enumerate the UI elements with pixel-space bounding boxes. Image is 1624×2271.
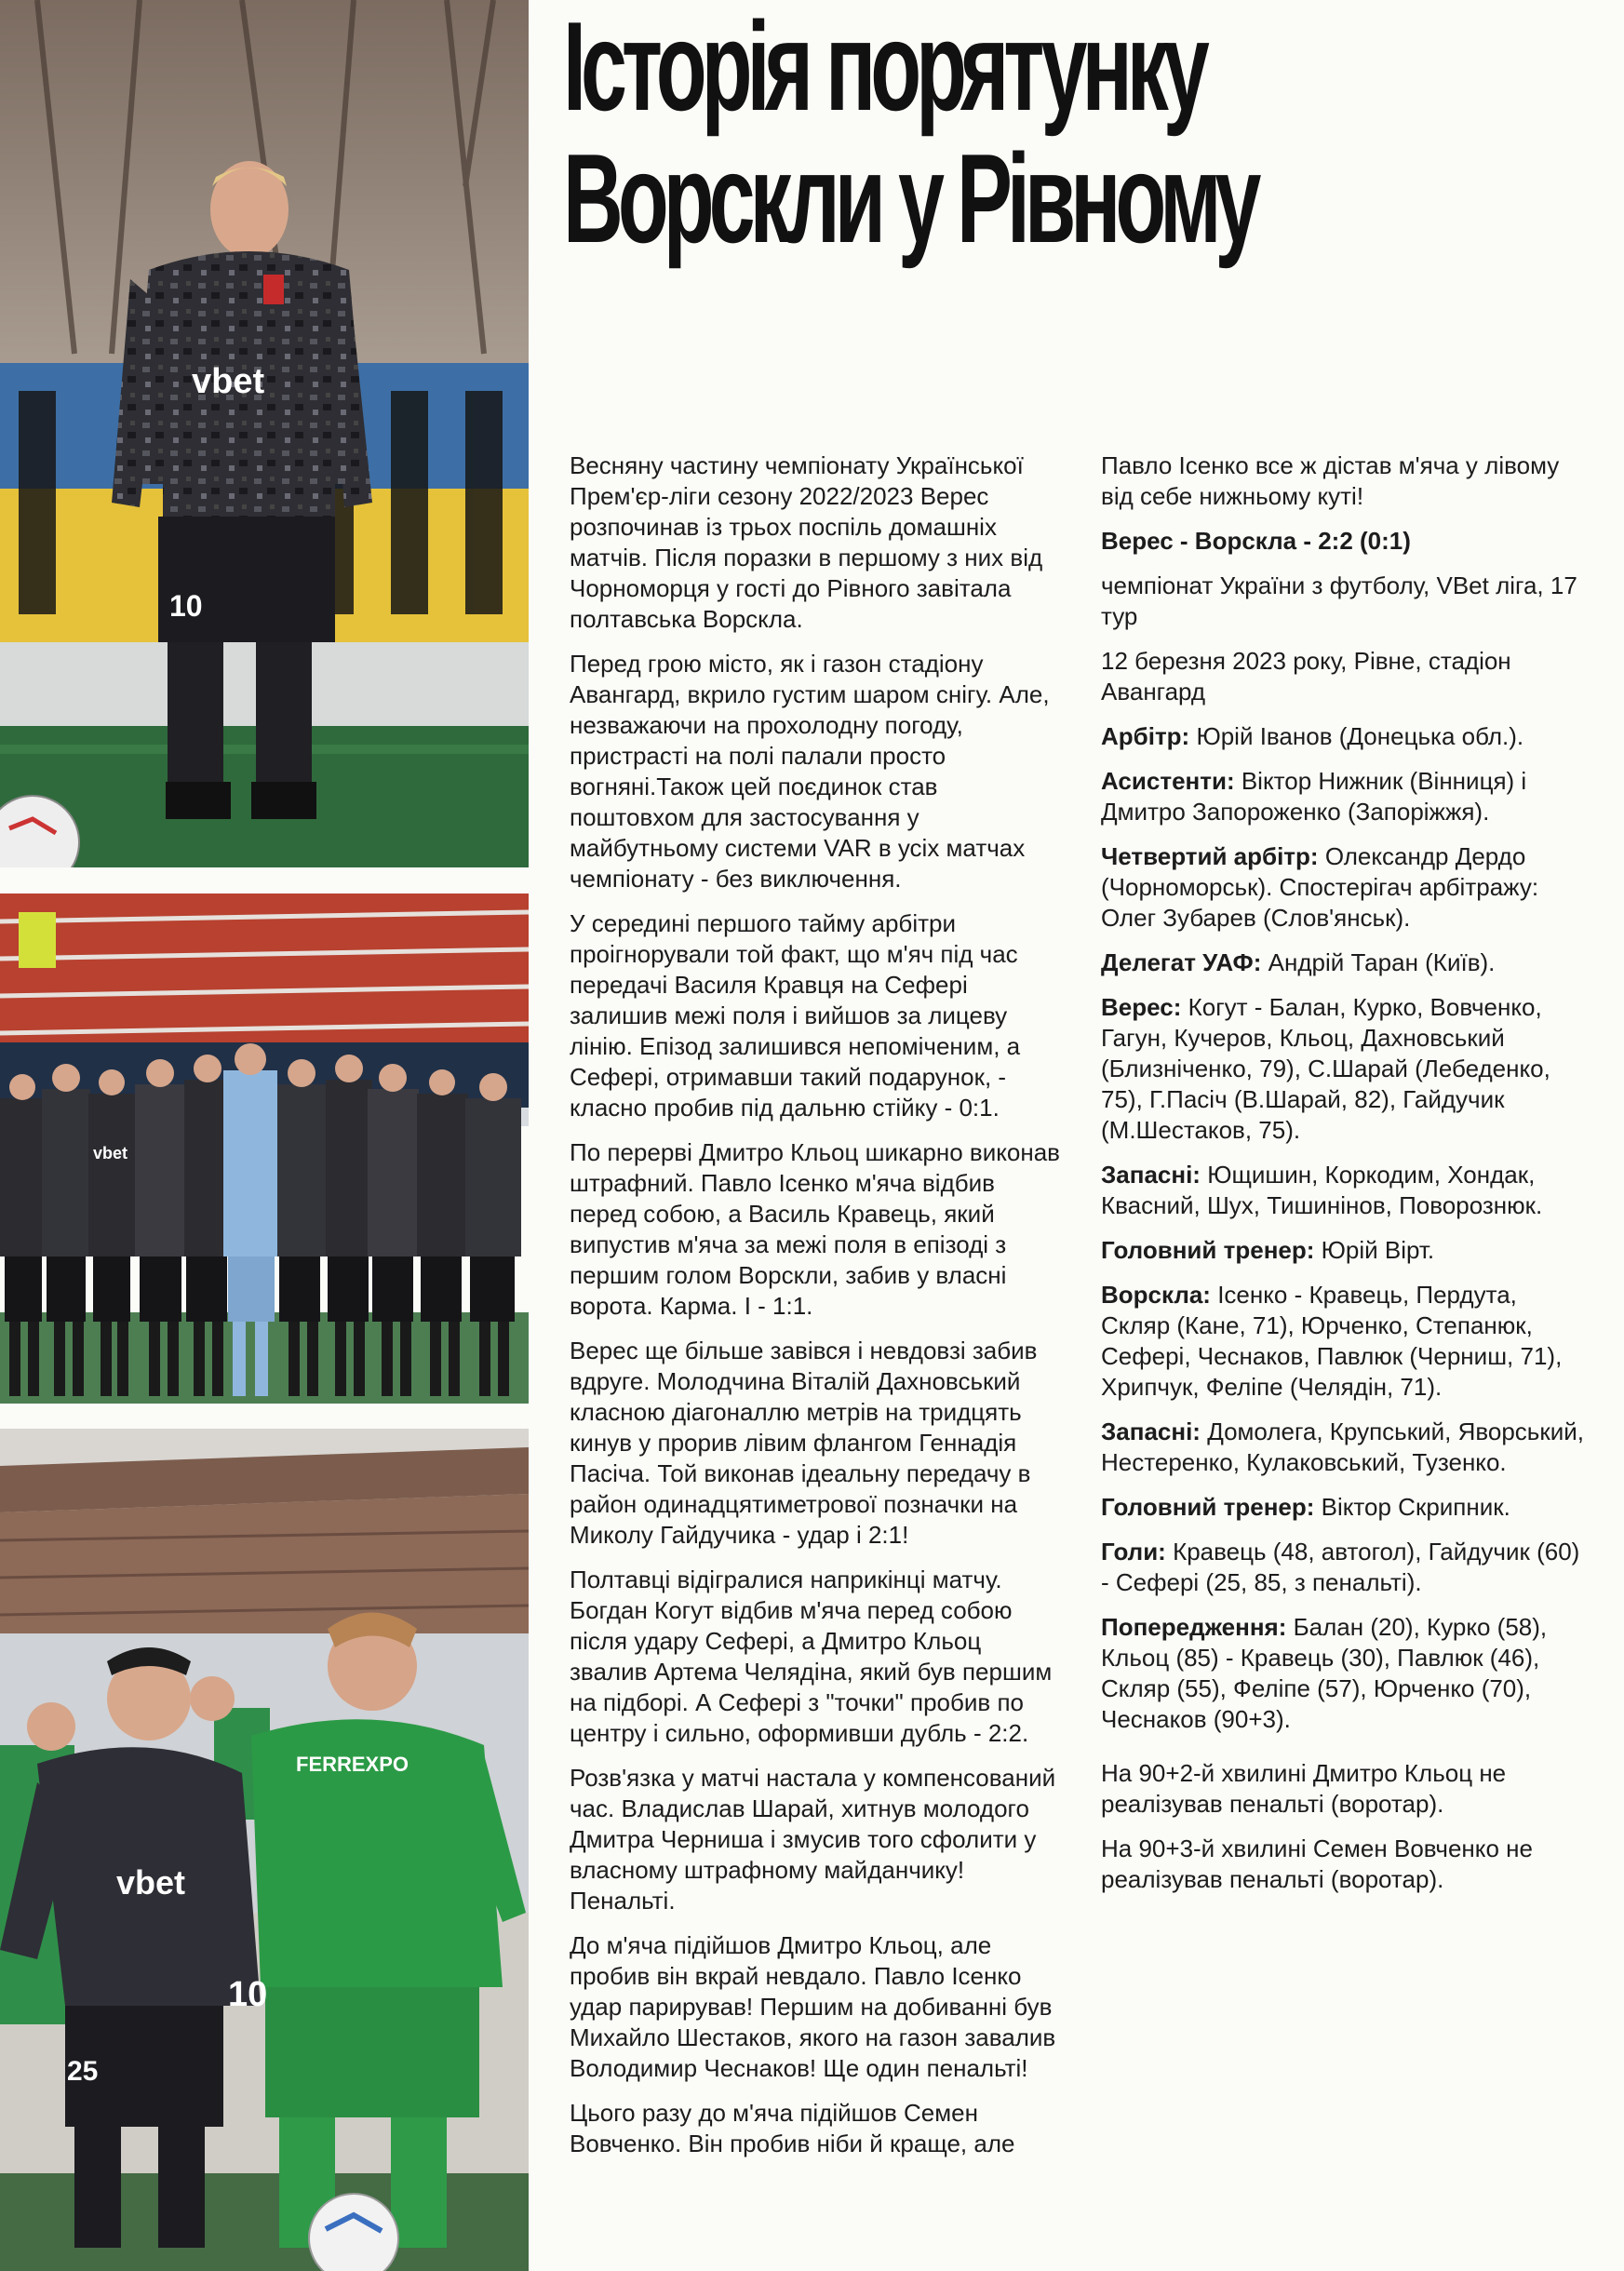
delegate-label: Делегат УАФ: <box>1101 948 1262 976</box>
penalty-note: На 90+3-й хвилині Семен Вовченко не реалізував пенальті (воротар). <box>1101 1834 1533 1893</box>
goals-info <box>1101 1537 1585 1598</box>
vorskla-coach-label: Головний тренер: <box>1101 1493 1315 1521</box>
paragraph: До м'яча підійшов Дмитро Кльоц, але пробив він вкрай невдало. Павло Ісенко удар парирував! Першим на добиванні був Михайло Шестаков, якого на газон завалив Володимир Чеснаков! Ще один пенальті! <box>570 1931 1056 2082</box>
referee-value: Юрій Іванов (Донецька обл.). <box>1189 722 1524 750</box>
paragraph: Перед грою місто, як і газон стадіону Авангард, вкрило густим шаром снігу. Але, незважаючи на прохолодну погоду, пристрасті на полі палали просто вогняні.Також цей поєдинок став поштовхом для застосування у майбутньому системи VAR в усіх матчах чемпіонату - без виключення. <box>570 650 1050 893</box>
photo-player-portrait <box>0 0 529 867</box>
paragraph: Весняну частину чемпіонату Української Прем'єр-ліги сезону 2022/2023 Верес розпочинав із трьох поспіль домашніх матчів. Після поразки в першому з них від Чорноморця у гості до Рівного завітала полтавська Ворскла. <box>570 451 1043 633</box>
delegate-info <box>1101 947 1585 978</box>
match-report-right <box>1101 450 1585 1909</box>
match-score-heading: Верес - Ворскла - 2:2 (0:1) <box>1101 527 1411 555</box>
goals-value: Кравець (48, автогол), Гайдучик (60) - Сефері (25, 85, з пенальті). <box>1101 1538 1580 1596</box>
vorskla-lineup <box>1101 1280 1585 1403</box>
veres-coach-value: Юрій Вірт. <box>1314 1236 1435 1264</box>
fourth-official-value: Олександр Дердо (Чорноморськ). Спостерігач арбітражу: Олег Зубарев (Слов'янськ). <box>1101 842 1539 932</box>
shirt-sponsor-text: vbet <box>192 362 265 401</box>
assistants-value: Віктор Нижник (Вінниця) і Дмитро Запороженко (Запоріжжя). <box>1101 767 1527 826</box>
referee-info <box>1101 721 1585 752</box>
fourth-official-label: Четвертий арбітр: <box>1101 842 1319 870</box>
article-title <box>563 0 1256 269</box>
fourth-official-info <box>1101 841 1585 934</box>
photo-match-action <box>0 1429 529 2271</box>
cards-label: Попередження: <box>1101 1613 1287 1641</box>
paragraph: Розв'язка у матчі настала у компенсований час. Владислав Шарай, хитнув молодого Дмитра Черниша і змусив того сфолити у власному штрафному майданчику! Пенальті. <box>570 1764 1056 1915</box>
shorts-number-text: 25 <box>67 2056 99 2087</box>
article-body-left <box>570 450 1061 2173</box>
title-line-2: Ворскли у Рівному <box>563 128 1256 269</box>
competition-info: чемпіонат України з футболу, VBet ліга, 17 тур <box>1101 571 1577 630</box>
vorskla-subs-value: Домолега, Крупський, Яворський, Нестеренко, Кулаковський, Тузенко. <box>1101 1418 1584 1476</box>
shirt-sponsor-text: vbet <box>116 1863 186 1901</box>
vorskla-subs <box>1101 1417 1585 1478</box>
paragraph: Полтавці відігралися наприкінці матчу. Богдан Когут відбив м'яча перед собою після удару Сефері, а Дмитро Кльоц звалив Артема Челядіна, який був першим на підборі. А Сефері з "точки" пробив по центру і сильно, оформивши дубль - 2:2. <box>570 1566 1053 1747</box>
veres-subs-value: Ющишин, Коркодим, Хондак, Квасний, Шух, Тишинінов, Поворознюк. <box>1101 1161 1543 1219</box>
cards-info <box>1101 1612 1585 1735</box>
date-venue-info: 12 березня 2023 року, Рівне, стадіон Авангард <box>1101 647 1511 705</box>
paragraph: У середині першого тайму арбітри проігнорували той факт, що м'яч під час передачі Василя Кравця на Сефері залишив межі поля і вийшов за лицеву лінію. Епізод залишився непоміченим, а Сефері, отримавши такий подарунок, - класно пробив під дальню стійку - 0:1. <box>570 909 1021 1122</box>
vorskla-lineup-label: Ворскла: <box>1101 1281 1211 1309</box>
goals-label: Голи: <box>1101 1538 1166 1566</box>
vorskla-lineup-value: Ісенко - Кравець, Пердута, Скляр (Кане, 71), Юрченко, Степанюк, Сефері, Чеснаков, Павлюк (Черниш, 71), Хрипчук, Феліпе (Челядін, 71). <box>1101 1281 1563 1401</box>
shirt-sponsor-text-green: FERREXPO <box>296 1753 409 1776</box>
shorts-number-text: 10 <box>169 589 203 623</box>
photo-team-lineup <box>0 894 529 1404</box>
penalty-note: На 90+2-й хвилині Дмитро Кльоц не реалізував пенальті (воротар). <box>1101 1759 1507 1818</box>
veres-coach <box>1101 1235 1585 1266</box>
veres-lineup-label: Верес: <box>1101 993 1182 1021</box>
vorskla-coach <box>1101 1492 1585 1523</box>
assistants-info <box>1101 766 1585 827</box>
veres-coach-label: Головний тренер: <box>1101 1236 1315 1264</box>
delegate-value: Андрій Таран (Київ). <box>1261 948 1496 976</box>
shorts-number-text-green: 10 <box>228 1975 268 2014</box>
vorskla-subs-label: Запасні: <box>1101 1418 1201 1445</box>
veres-subs <box>1101 1160 1585 1221</box>
paragraph: Верес ще більше завівся і невдовзі забив вдруге. Молодчина Віталій Дахновський класною діагоналлю метрів на тридцять кинув у прорив лівим флангом Геннадія Пасіча. Той виконав ідеальну передачу в район одинадцятиметрової позначки на Миколу Гайдучика - удар і 2:1! <box>570 1337 1038 1549</box>
veres-lineup-value: Когут - Балан, Курко, Вовченко, Гагун, Кучеров, Кльоц, Дахновський (Близніченко, 79), С.Шарай (Лебеденко, 75), Г.Пасіч (В.Шарай, 82), Гайдучик (М.Шестаков, 75). <box>1101 993 1550 1144</box>
cards-value: Балан (20), Курко (58), Кльоц (85) - Кравець (30), Павлюк (46), Скляр (55), Феліпе (57), Юрченко (70), Чеснаков (90+3). <box>1101 1613 1548 1733</box>
vorskla-coach-value: Віктор Скрипник. <box>1314 1493 1510 1521</box>
title-line-1: Історія порятунку <box>563 0 1204 137</box>
referee-label: Арбітр: <box>1101 722 1190 750</box>
paragraph: Цього разу до м'яча підійшов Семен Вовченко. Він пробив ніби й краще, але <box>570 2099 1015 2157</box>
paragraph: Павло Ісенко все ж дістав м'яча у лівому від себе нижньому куті! <box>1101 451 1560 510</box>
assistants-label: Асистенти: <box>1101 767 1235 795</box>
veres-subs-label: Запасні: <box>1101 1161 1201 1189</box>
veres-lineup <box>1101 992 1585 1146</box>
shirt-sponsor-text: vbet <box>93 1144 128 1162</box>
paragraph: По перерві Дмитро Кльоц шикарно виконав штрафний. Павло Ісенко м'яча відбив перед собою, а Василь Кравець, який випустив м'яча за межі поля в епізоді з першим голом Ворскли, забив у власні ворота. Карма. І - 1:1. <box>570 1138 1060 1320</box>
